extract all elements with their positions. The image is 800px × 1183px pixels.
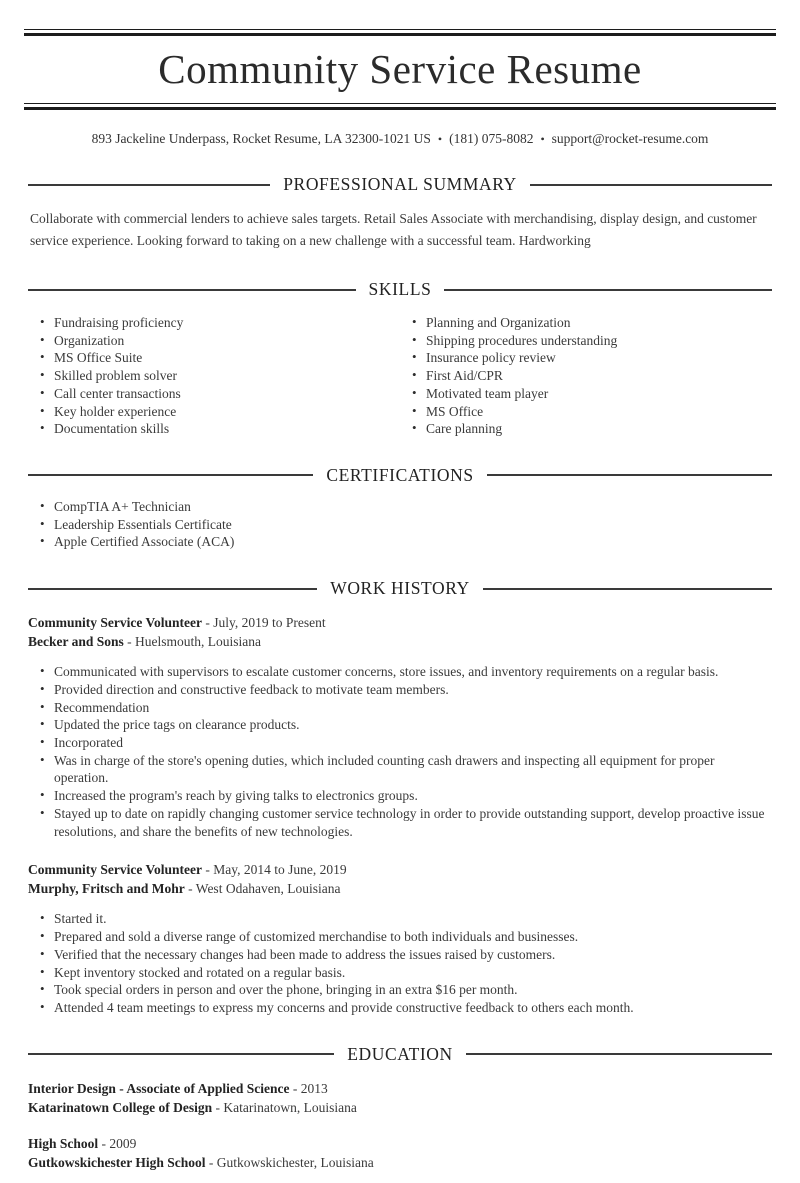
- job-bullet: • Increased the program's reach by giving talks to electronics groups.: [40, 787, 772, 805]
- contact-address: 893 Jackeline Underpass, Rocket Resume, LA 32300-1021 US: [91, 131, 431, 146]
- job-company: Murphy, Fritsch and Mohr: [28, 880, 185, 896]
- certification-item: • Apple Certified Associate (ACA): [40, 533, 772, 551]
- skills-list-left: [28, 314, 400, 438]
- job-bullet: • Updated the price tags on clearance products.: [40, 716, 772, 734]
- skill-item: • Insurance policy review: [412, 349, 772, 367]
- job-bullet: • Prepared and sold a diverse range of customized merchandise to both individuals and businesses.: [40, 928, 772, 946]
- job-bullet: • Verified that the necessary changes had been made to address the issues raised by customers.: [40, 946, 772, 964]
- job-company: Becker and Sons: [28, 633, 124, 649]
- heading-line-left: [28, 474, 313, 476]
- heading-line-left: [28, 1053, 334, 1055]
- job-title: Community Service Volunteer: [28, 862, 202, 878]
- heading-line-right: [530, 184, 772, 186]
- job-bullet: • Recommendation: [40, 699, 772, 717]
- skill-item: • Key holder experience: [40, 403, 400, 421]
- job-entry-2: [28, 861, 772, 1016]
- skill-item: • Shipping procedures understanding: [412, 332, 772, 350]
- job-location: Huelsmouth, Louisiana: [135, 633, 262, 649]
- certification-item: • Leadership Essentials Certificate: [40, 516, 772, 534]
- certification-item: • CompTIA A+ Technician: [40, 498, 772, 516]
- job-dates: May, 2014 to June, 2019: [213, 862, 347, 878]
- job-company-line: [28, 633, 772, 652]
- skill-item: • Care planning: [412, 420, 772, 438]
- page-title: Community Service Resume: [158, 46, 642, 92]
- education-school: Katarinatown College of Design: [28, 1100, 213, 1116]
- separator: -: [212, 1100, 224, 1116]
- skill-item: • MS Office Suite: [40, 349, 400, 367]
- education-school-line: [28, 1098, 772, 1118]
- heading-line-right: [487, 474, 772, 476]
- skill-item: • Skilled problem solver: [40, 367, 400, 385]
- job-title: Community Service Volunteer: [28, 615, 202, 631]
- heading-line-left: [28, 588, 317, 590]
- top-double-rule: [24, 29, 776, 36]
- education-degree-line: [28, 1134, 772, 1154]
- job-dates: July, 2019 to Present: [213, 615, 326, 631]
- section-title: PROFESSIONAL SUMMARY: [283, 174, 517, 194]
- separator: -: [98, 1135, 110, 1151]
- education-degree: Interior Design - Associate of Applied Science: [28, 1080, 290, 1096]
- job-location: West Odahaven, Louisiana: [195, 880, 341, 896]
- job-title-line: [28, 861, 772, 880]
- certifications-list: [28, 498, 772, 551]
- separator: -: [184, 880, 196, 896]
- separator: -: [201, 615, 214, 631]
- contact-separator-dot: •: [540, 132, 545, 146]
- heading-line-left: [28, 184, 270, 186]
- education-school: Gutkowskichester High School: [28, 1155, 206, 1171]
- heading-line-right: [444, 289, 772, 291]
- job-entry-1: [28, 614, 772, 840]
- skill-item: • Organization: [40, 332, 400, 350]
- section-heading-certifications: [28, 465, 772, 486]
- section-title: CERTIFICATIONS: [326, 464, 474, 485]
- skill-item: • Motivated team player: [412, 385, 772, 403]
- separator: -: [289, 1080, 301, 1096]
- contact-phone: (181) 075-8082: [449, 131, 534, 146]
- skills-column-left: [28, 300, 400, 438]
- contact-separator-dot: •: [437, 132, 443, 146]
- professional-summary-text: Collaborate with commercial lenders to achieve sales targets. Retail Sales Associate with merchandising, display design, and customer service experience. Looking forward to taking on a new challenge with a successful team. Hardworking: [30, 211, 757, 248]
- separator: -: [201, 862, 214, 878]
- title-underline-rule: [24, 103, 776, 110]
- section-title: EDUCATION: [347, 1043, 453, 1064]
- skill-item: • Planning and Organization: [412, 314, 772, 332]
- skill-item: • First Aid/CPR: [412, 367, 772, 385]
- skills-list-right: [400, 314, 772, 438]
- job-company-line: [28, 880, 772, 899]
- contact-email: support@rocket-resume.com: [551, 131, 709, 146]
- job-bullet: • Attended 4 team meetings to express my concerns and provide constructive feedback to others each month.: [40, 999, 772, 1017]
- job-title-line: [28, 614, 772, 633]
- section-title: WORK HISTORY: [330, 578, 470, 599]
- separator: -: [123, 633, 136, 649]
- education-year: 2009: [109, 1135, 137, 1151]
- job-bullet: • Incorporated: [40, 734, 772, 752]
- skills-columns: [28, 300, 772, 438]
- contact-line: [28, 131, 772, 147]
- heading-line-left: [28, 289, 356, 291]
- job-bullet: • Kept inventory stocked and rotated on a regular basis.: [40, 964, 772, 982]
- job-bullet-list: [28, 663, 772, 840]
- job-bullet: • Took special orders in person and over the phone, bringing in an extra $16 per month.: [40, 981, 772, 999]
- section-title: SKILLS: [368, 279, 432, 299]
- section-heading-professional-summary: [28, 174, 772, 195]
- education-location: Katarinatown, Louisiana: [223, 1100, 357, 1116]
- job-bullet: • Communicated with supervisors to escalate customer concerns, store issues, and inventory requirements on a regular basis.: [40, 663, 772, 681]
- skill-item: • Call center transactions: [40, 385, 400, 403]
- education-year: 2013: [300, 1080, 328, 1096]
- skill-item: • Documentation skills: [40, 420, 400, 438]
- job-bullet: • Started it.: [40, 910, 772, 928]
- job-bullet: • Was in charge of the store's opening duties, which included counting cash drawers and inspecting all equipment for proper operation.: [40, 752, 772, 787]
- heading-line-right: [466, 1053, 772, 1055]
- separator: -: [205, 1155, 217, 1171]
- skill-item: • Fundraising proficiency: [40, 314, 400, 332]
- skills-column-right: [400, 300, 772, 438]
- job-bullet-list: [28, 910, 772, 1016]
- education-entry-2: [28, 1134, 772, 1173]
- section-heading-education: [28, 1044, 772, 1065]
- education-degree: High School: [28, 1135, 99, 1151]
- resume-document: [0, 29, 800, 1183]
- education-location: Gutkowskichester, Louisiana: [216, 1155, 374, 1171]
- heading-line-right: [483, 588, 772, 590]
- section-heading-skills: [28, 279, 772, 300]
- job-bullet: • Provided direction and constructive feedback to motivate team members.: [40, 681, 772, 699]
- education-degree-line: [28, 1079, 772, 1099]
- job-bullet: • Stayed up to date on rapidly changing customer service technology in order to provide outstanding support, develop proactive issue resolutions, and share the benefits of new technologies.: [40, 805, 772, 840]
- skill-item: • MS Office: [412, 403, 772, 421]
- education-school-line: [28, 1153, 772, 1173]
- education-entry-1: [28, 1079, 772, 1118]
- section-heading-work-history: [28, 578, 772, 599]
